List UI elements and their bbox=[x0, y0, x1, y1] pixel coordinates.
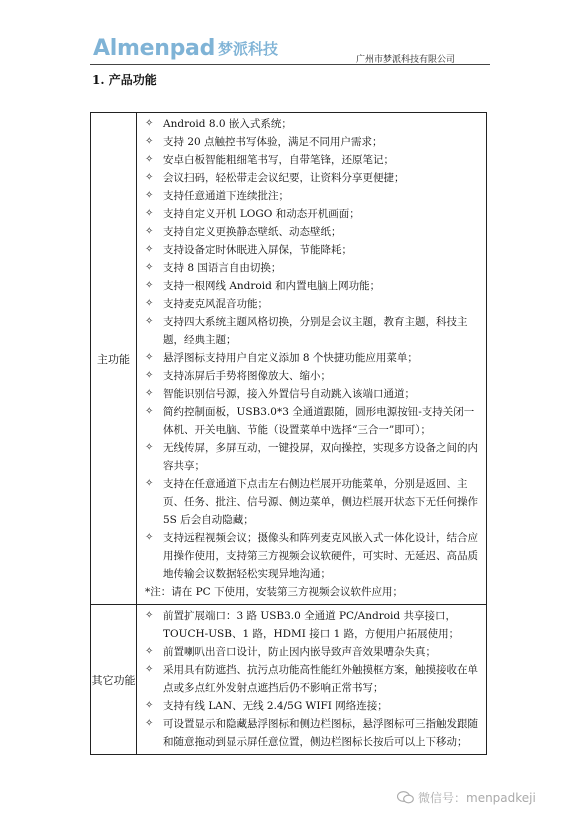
diamond-bullet-icon: ✧ bbox=[145, 352, 154, 363]
feature-list bbox=[145, 607, 482, 751]
list-item bbox=[145, 697, 482, 715]
diamond-bullet-icon: ✧ bbox=[145, 298, 154, 309]
feature-text: 支持任意通道下连续批注； bbox=[163, 190, 289, 202]
header-divider bbox=[90, 64, 490, 65]
watermark-text: 微信号：menpadkeji bbox=[418, 791, 536, 805]
list-item bbox=[145, 133, 482, 151]
feature-text: Android 8.0 嵌入式系统； bbox=[163, 118, 292, 130]
list-item bbox=[145, 223, 482, 241]
diamond-bullet-icon: ✧ bbox=[145, 478, 154, 489]
diamond-bullet-icon: ✧ bbox=[145, 388, 154, 399]
feature-text: 支持冻屏后手势将图像放大、缩小； bbox=[163, 370, 331, 382]
feature-text: 简约控制面板，USB3.0*3 全通道跟随，圆形电源按钮-支持关闭一体机、开关电脑、节能（设置菜单中选择“三合一”即可）； bbox=[163, 406, 475, 436]
list-item bbox=[145, 475, 482, 529]
diamond-bullet-icon: ✧ bbox=[145, 316, 154, 327]
feature-list bbox=[145, 115, 482, 601]
diamond-bullet-icon: ✧ bbox=[145, 172, 154, 183]
feature-text: 支持麦克风混音功能； bbox=[163, 298, 268, 310]
feature-table bbox=[90, 112, 487, 755]
feature-text: 支持设备定时休眠进入屏保，节能降耗； bbox=[163, 244, 352, 256]
diamond-bullet-icon: ✧ bbox=[145, 370, 154, 381]
feature-text: 支持 8 国语言自由切换； bbox=[163, 262, 282, 274]
diamond-bullet-icon: ✧ bbox=[145, 610, 154, 621]
feature-text: 支持远程视频会议；摄像头和阵列麦克风嵌入式一体化设计，结合应用操作使用，支持第三方视频会议软硬件，可实时、无延迟、高品质地传输会议数据轻松实现异地沟通； bbox=[163, 532, 478, 580]
feature-note: *注：请在 PC 下使用，安装第三方视频会议软件应用； bbox=[145, 586, 404, 598]
table-row bbox=[91, 605, 487, 755]
feature-text: 采用具有防遮挡、抗污点功能高性能红外触摸框方案，触摸接收在单点或多点红外发射点遮挡后仍不影响正常书写； bbox=[163, 664, 478, 694]
list-item bbox=[145, 439, 482, 475]
feature-text: 智能识别信号源，接入外置信号自动跳入该端口通道； bbox=[163, 388, 415, 400]
feature-text: 支持自定义更换静态壁纸、动态壁纸； bbox=[163, 226, 342, 238]
diamond-bullet-icon: ✧ bbox=[145, 442, 154, 453]
feature-list-cell bbox=[137, 113, 487, 605]
feature-text: 前置喇叭出音口设计，防止因内嵌导致声音效果嘈杂失真； bbox=[163, 646, 436, 658]
list-item bbox=[145, 187, 482, 205]
feature-text: 支持一根网线 Android 和内置电脑上网功能； bbox=[163, 280, 381, 292]
wechat-watermark bbox=[397, 789, 536, 806]
feature-list-cell bbox=[137, 605, 487, 755]
list-item bbox=[145, 151, 482, 169]
list-item bbox=[145, 259, 482, 277]
company-name: 广州市梦派科技有限公司 bbox=[356, 55, 456, 65]
list-item bbox=[145, 715, 482, 751]
diamond-bullet-icon: ✧ bbox=[145, 154, 154, 165]
logo-text-en: Almenpad bbox=[93, 36, 216, 61]
list-item bbox=[145, 115, 482, 133]
feature-text: 会议扫码，轻松带走会议纪要，让资料分享更便捷； bbox=[163, 172, 405, 184]
list-item bbox=[145, 241, 482, 259]
list-item bbox=[145, 367, 482, 385]
diamond-bullet-icon: ✧ bbox=[145, 664, 154, 675]
page-header bbox=[0, 0, 580, 70]
diamond-bullet-icon: ✧ bbox=[145, 244, 154, 255]
diamond-bullet-icon: ✧ bbox=[145, 406, 154, 417]
category-cell: 主功能 bbox=[91, 113, 137, 605]
logo-text-cn: 梦派科技 bbox=[218, 40, 279, 58]
list-item bbox=[145, 349, 482, 367]
table-row bbox=[91, 113, 487, 605]
feature-text: 无线传屏，多屏互动，一键投屏，双向操控，实现多方设备之间的内容共享； bbox=[163, 442, 478, 472]
list-item bbox=[145, 607, 482, 643]
feature-text: 可设置显示和隐藏悬浮图标和侧边栏图标，悬浮图标可三指触发跟随和随意拖动到显示屏任意位置，侧边栏图标长按后可以上下移动； bbox=[163, 718, 478, 748]
feature-text: 悬浮图标支持用户自定义添加 8 个快捷功能应用菜单； bbox=[163, 352, 418, 364]
feature-text: 安卓白板智能粗细笔书写，自带笔锋，还原笔记； bbox=[163, 154, 394, 166]
list-item bbox=[145, 661, 482, 697]
category-cell: 其它功能 bbox=[91, 605, 137, 755]
list-item bbox=[145, 295, 482, 313]
wechat-icon bbox=[397, 791, 414, 804]
diamond-bullet-icon: ✧ bbox=[145, 280, 154, 291]
list-item bbox=[145, 205, 482, 223]
feature-text: 支持四大系统主题风格切换，分别是会议主题，教育主题，科技主题，经典主题； bbox=[163, 316, 468, 346]
list-item bbox=[145, 385, 482, 403]
diamond-bullet-icon: ✧ bbox=[145, 718, 154, 729]
list-item bbox=[145, 403, 482, 439]
feature-text: 支持有线 LAN、无线 2.4/5G WIFI 网络连接； bbox=[163, 700, 388, 712]
list-item bbox=[145, 529, 482, 583]
diamond-bullet-icon: ✧ bbox=[145, 208, 154, 219]
section-title: 1. 产品功能 bbox=[92, 73, 157, 87]
diamond-bullet-icon: ✧ bbox=[145, 226, 154, 237]
diamond-bullet-icon: ✧ bbox=[145, 646, 154, 657]
diamond-bullet-icon: ✧ bbox=[145, 532, 154, 543]
list-item bbox=[145, 169, 482, 187]
list-item bbox=[145, 313, 482, 349]
diamond-bullet-icon: ✧ bbox=[145, 262, 154, 273]
company-logo bbox=[93, 36, 278, 61]
feature-text: 前置扩展端口：3 路 USB3.0 全通道 PC/Android 共享接口，TOUCH-USB、1 路，HDMI 接口 1 路，方便用户拓展使用； bbox=[163, 610, 460, 640]
feature-text: 支持 20 点触控书写体验，满足不同用户需求； bbox=[163, 136, 383, 148]
feature-text: 支持在任意通道下点击左右侧边栏展开功能菜单，分别是返回、主页、任务、批注、信号源、侧边菜单，侧边栏展开状态下无任何操作 5S 后会自动隐藏； bbox=[163, 478, 478, 526]
list-item bbox=[145, 643, 482, 661]
diamond-bullet-icon: ✧ bbox=[145, 118, 154, 129]
diamond-bullet-icon: ✧ bbox=[145, 700, 154, 711]
diamond-bullet-icon: ✧ bbox=[145, 136, 154, 147]
diamond-bullet-icon: ✧ bbox=[145, 190, 154, 201]
feature-text: 支持自定义开机 LOGO 和动态开机画面； bbox=[163, 208, 360, 220]
list-item bbox=[145, 277, 482, 295]
